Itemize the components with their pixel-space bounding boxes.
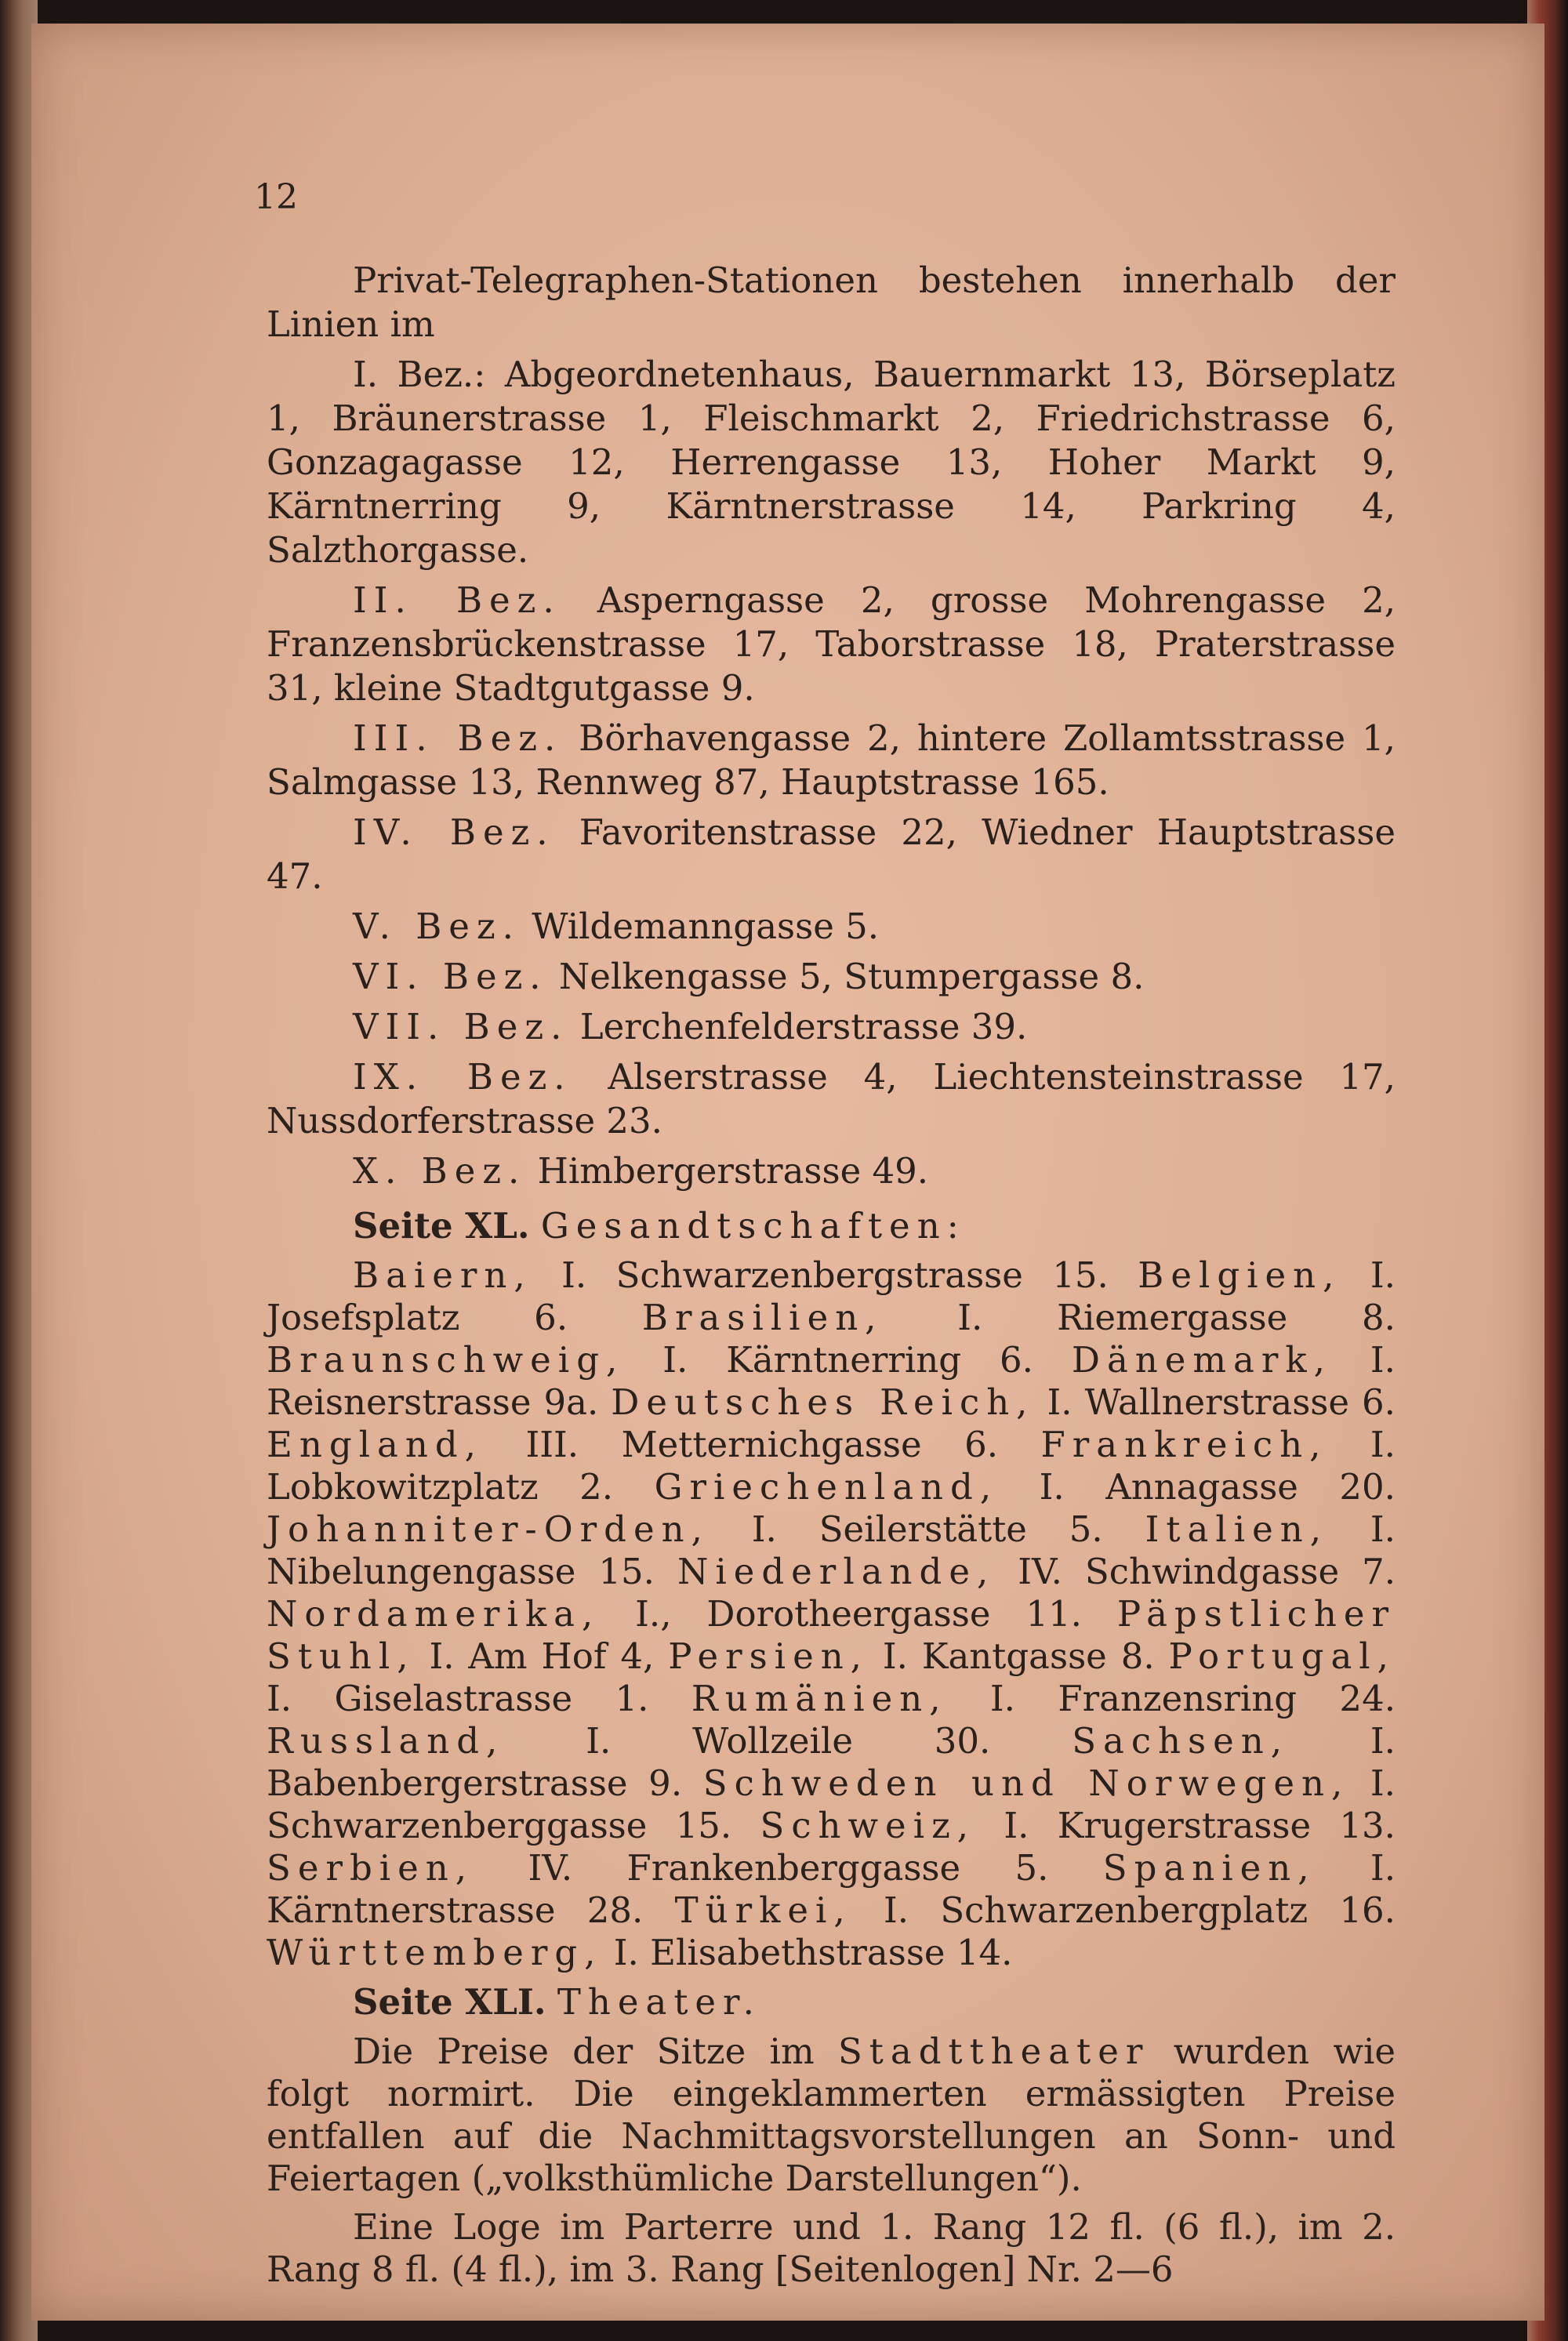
theater-text: Die Preise der Sitze im: [353, 2031, 815, 2072]
book-page: [31, 24, 1544, 2321]
district-streets: Börhavengasse 2, hintere Zollamtsstrasse 1, Salmgasse 13, Rennweg 87, Hauptstrasse 165.: [267, 717, 1396, 803]
country-name: Niederlande,: [677, 1551, 996, 1592]
section-title: Theater.: [557, 1981, 761, 2023]
embassy-address: I. Am Hof 4,: [429, 1635, 655, 1677]
country-name: Belgien,: [1138, 1254, 1341, 1296]
embassy-address: I. Schwarzenbergstrasse 15.: [561, 1254, 1109, 1296]
embassy-address: I. Franzensring 24.: [989, 1678, 1396, 1719]
district-streets: Wildemanngasse 5.: [532, 906, 880, 947]
district-3-paragraph: [267, 717, 1396, 804]
country-name: Serbien,: [267, 1847, 474, 1889]
embassy-address: I. Krugerstrasse 13.: [1004, 1805, 1396, 1846]
page-number: 12: [254, 177, 298, 217]
country-name: Portugal,: [1168, 1635, 1396, 1677]
country-name: Rumänien,: [691, 1678, 948, 1719]
theater-prices-paragraph: [267, 2031, 1396, 2200]
country-name: Türkei,: [674, 1889, 852, 1931]
district-6-paragraph: [267, 955, 1396, 999]
embassy-address: I. Lobkowitzplatz 2.: [267, 1424, 1396, 1508]
theater-loge-paragraph: Eine Loge im Parterre und 1. Rang 12 fl. (6 fl.), im 2. Rang 8 fl. (4 fl.), im 3. Rang [Seitenlogen] Nr. 2—6: [267, 2206, 1396, 2290]
district-10-paragraph: [267, 1149, 1396, 1193]
intro-paragraph: Privat-Telegraphen-Stationen bestehen innerhalb der Linien im: [267, 260, 1396, 345]
embassy-address: I. Schwarzenberggasse 15.: [267, 1762, 1396, 1846]
embassy-address: I. Giselastrasse 1.: [267, 1678, 649, 1719]
country-name: Spanien,: [1102, 1847, 1316, 1889]
district-label: VII. Bez.: [353, 1006, 569, 1047]
district-label: I. Bez.:: [353, 354, 486, 395]
embassy-address: I. Schwarzenbergplatz 16.: [884, 1889, 1396, 1931]
country-name: Deutsches Reich,: [611, 1381, 1035, 1423]
district-streets: Himbergerstrasse 49.: [537, 1150, 929, 1192]
embassy-address: I. Reisnerstrasse 9a.: [267, 1339, 1396, 1423]
section-xl-heading: [267, 1204, 1396, 1248]
embassy-address: I. Riemergasse 8.: [957, 1297, 1396, 1338]
embassy-address: I. Kärntnerstrasse 28.: [267, 1847, 1396, 1931]
district-9-paragraph: [267, 1055, 1396, 1143]
country-name: Nordamerika,: [267, 1593, 601, 1635]
theater-text: wurden wie folgt normirt. Die eingeklammerten ermässigten Preise entfallen auf die Nachmittagsvorstellungen an Sonn- und Feiertagen („volksthümliche Darstellungen“).: [267, 2031, 1396, 2199]
embassy-address: I., Dorotheergasse 11.: [635, 1593, 1082, 1635]
country-name: Württemberg,: [267, 1932, 603, 1973]
embassy-address: I. Seilerstätte 5.: [751, 1508, 1103, 1550]
district-label: V. Bez.: [353, 906, 521, 947]
country-name: Braunschweig,: [267, 1339, 625, 1381]
section-title: Gesandtschaften:: [540, 1205, 966, 1247]
district-streets: Lerchenfelderstrasse 39.: [579, 1006, 1028, 1047]
district-5-paragraph: [267, 905, 1396, 949]
country-name: Baiern,: [353, 1254, 532, 1296]
embassy-address: I. Elisabethstrasse 14.: [613, 1932, 1013, 1973]
district-label: X. Bez.: [353, 1150, 527, 1192]
district-1-paragraph: [267, 353, 1396, 572]
district-label: IV. Bez.: [353, 811, 555, 853]
district-streets: Abgeordnetenhaus, Bauernmarkt 13, Börseplatz 1, Bräunerstrasse 1, Fleischmarkt 2, Friedrichstrasse 6, Gonzagagasse 12, Herrengasse 13, Hoher Markt 9, Kärntnerring 9, Kärntnerstrasse 14, Parkring 4, Salzthorgasse.: [267, 354, 1396, 571]
country-name: Schweiz,: [760, 1805, 976, 1846]
embassy-address: I. Nibelungengasse 15.: [267, 1508, 1396, 1592]
district-streets: Nelkengasse 5, Stumpergasse 8.: [558, 956, 1145, 997]
country-name: Russland,: [267, 1720, 505, 1762]
embassy-address: IV. Frankenberggasse 5.: [528, 1847, 1049, 1889]
section-label: Seite XLI.: [353, 1981, 546, 2023]
embassy-address: I. Wallnerstrasse 6.: [1047, 1381, 1396, 1423]
embassy-address: I. Kärntnerring 6.: [662, 1339, 1033, 1381]
embassies-paragraph: [267, 1254, 1396, 1974]
embassy-address: IV. Schwindgasse 7.: [1018, 1551, 1396, 1592]
country-name: Dänemark,: [1071, 1339, 1332, 1381]
embassy-address: III. Metternichgasse 6.: [525, 1424, 999, 1465]
country-name: Frankreich,: [1040, 1424, 1328, 1465]
country-name: Schweden und Norwegen,: [702, 1762, 1350, 1804]
country-name: Brasilien,: [641, 1297, 884, 1338]
country-name: Johanniter-Orden,: [267, 1508, 710, 1550]
district-label: II. Bez.: [353, 579, 561, 621]
district-streets: Asperngasse 2, grosse Mohrengasse 2, Franzensbrückenstrasse 17, Taborstrasse 18, Praterstrasse 31, kleine Stadtgutgasse 9.: [267, 579, 1396, 709]
district-label: IX. Bez.: [353, 1056, 572, 1098]
embassy-address: I. Wollzeile 30.: [586, 1720, 991, 1762]
section-label: Seite XL.: [353, 1205, 530, 1247]
country-name: England,: [267, 1424, 483, 1465]
embassy-address: I. Babenbergerstrasse 9.: [267, 1720, 1396, 1804]
embassy-address: I. Kantgasse 8.: [882, 1635, 1155, 1677]
country-name: Griechenland,: [654, 1466, 999, 1508]
district-label: III. Bez.: [353, 717, 563, 759]
country-name: Italien,: [1145, 1508, 1329, 1550]
district-4-paragraph: [267, 811, 1396, 898]
embassy-address: I. Josefsplatz 6.: [267, 1254, 1396, 1338]
district-streets: Favoritenstrasse 22, Wiedner Hauptstrasse 47.: [267, 811, 1396, 897]
district-label: VI. Bez.: [353, 956, 548, 997]
district-7-paragraph: [267, 1005, 1396, 1049]
page-content: [267, 259, 1396, 2297]
theater-name: Stadttheater: [837, 2031, 1150, 2072]
district-2-paragraph: [267, 579, 1396, 710]
country-name: Persien,: [668, 1635, 869, 1677]
district-streets: Alserstrasse 4, Liechtensteinstrasse 17, Nussdorferstrasse 23.: [267, 1056, 1396, 1141]
country-name: Sachsen,: [1072, 1720, 1290, 1762]
section-xli-heading: [267, 1980, 1396, 2024]
embassy-address: I. Annagasse 20.: [1039, 1466, 1396, 1508]
country-name: Päpstlicher Stuhl,: [267, 1593, 1396, 1677]
